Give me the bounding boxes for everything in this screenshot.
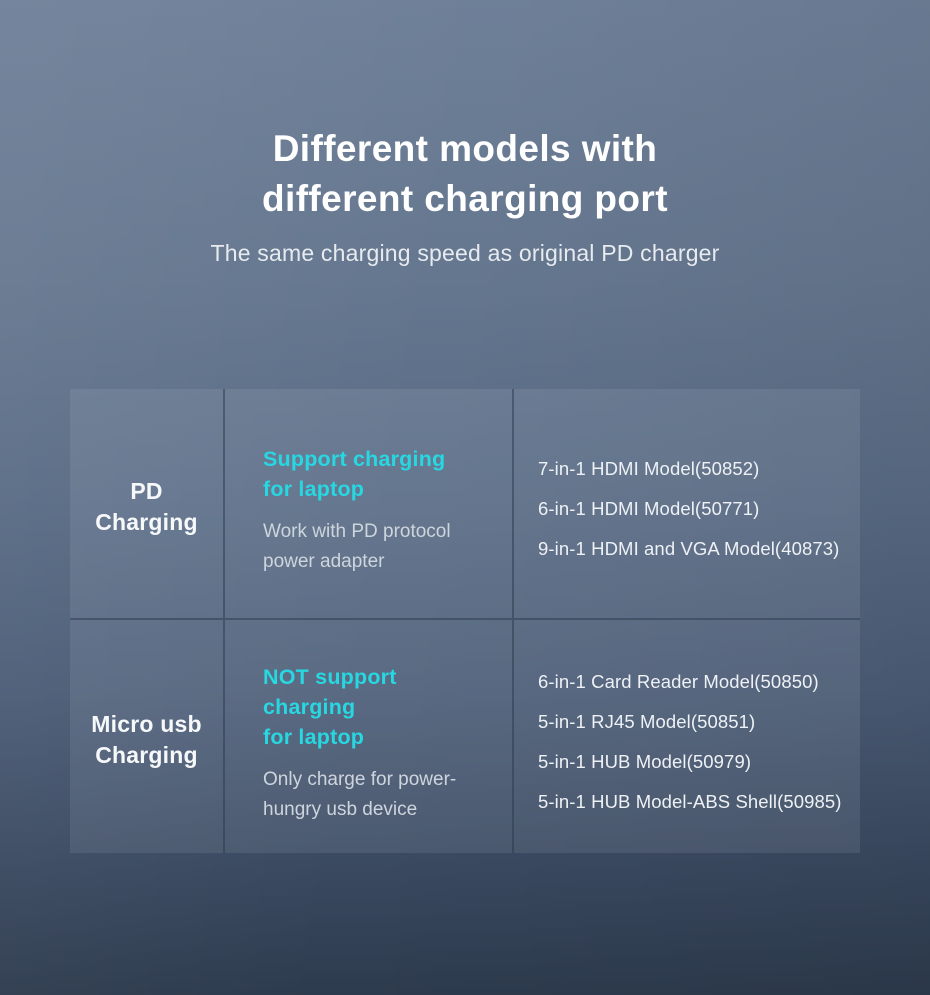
port-name-cell-pd-charging — [70, 389, 225, 620]
support-note — [263, 517, 494, 577]
support-cell-micro-usb — [225, 620, 514, 853]
support-heading — [263, 662, 494, 752]
model-item: 5-in-1 HUB Model(50979) — [538, 750, 752, 772]
support-heading-line-2: for laptop — [263, 477, 365, 501]
port-name-line-1: PD — [130, 477, 163, 504]
model-item: 6-in-1 HDMI Model(50771) — [538, 497, 760, 519]
support-heading-line-1: NOT support charging — [263, 665, 397, 719]
port-name — [91, 709, 201, 771]
model-item: 6-in-1 Card Reader Model(50850) — [538, 670, 819, 692]
port-name — [95, 476, 198, 538]
support-note-line-1: Work with PD protocol — [263, 521, 451, 542]
model-item: 5-in-1 RJ45 Model(50851) — [538, 710, 756, 732]
port-name-line-1: Micro usb — [91, 710, 202, 737]
support-note-line-1: Only charge for power- — [263, 769, 457, 790]
port-name-line-2: Charging — [95, 508, 198, 535]
support-note-line-2: power adapter — [263, 551, 385, 572]
port-name-line-2: Charging — [95, 741, 198, 768]
support-note — [263, 765, 494, 825]
model-item: 9-in-1 HDMI and VGA Model(40873) — [538, 537, 840, 559]
model-list-cell-micro-usb — [514, 620, 860, 853]
header — [0, 124, 930, 267]
page-subtitle: The same charging speed as original PD charger — [210, 240, 720, 266]
port-name-cell-micro-usb — [70, 620, 225, 853]
support-heading-line-2: for laptop — [263, 725, 365, 749]
page-title-line-2: different charging port — [262, 178, 668, 219]
page-title-line-1: Different models with — [272, 128, 658, 169]
charging-comparison-table — [70, 389, 860, 853]
model-item: 5-in-1 HUB Model-ABS Shell(50985) — [538, 790, 842, 812]
model-list-cell-pd-charging — [514, 389, 860, 620]
support-note-line-2: hungry usb device — [263, 799, 418, 820]
model-item: 7-in-1 HDMI Model(50852) — [538, 457, 760, 479]
support-heading — [263, 444, 494, 504]
page-title — [0, 124, 930, 224]
support-cell-pd-charging — [225, 389, 514, 620]
support-heading-line-1: Support charging — [263, 447, 446, 471]
